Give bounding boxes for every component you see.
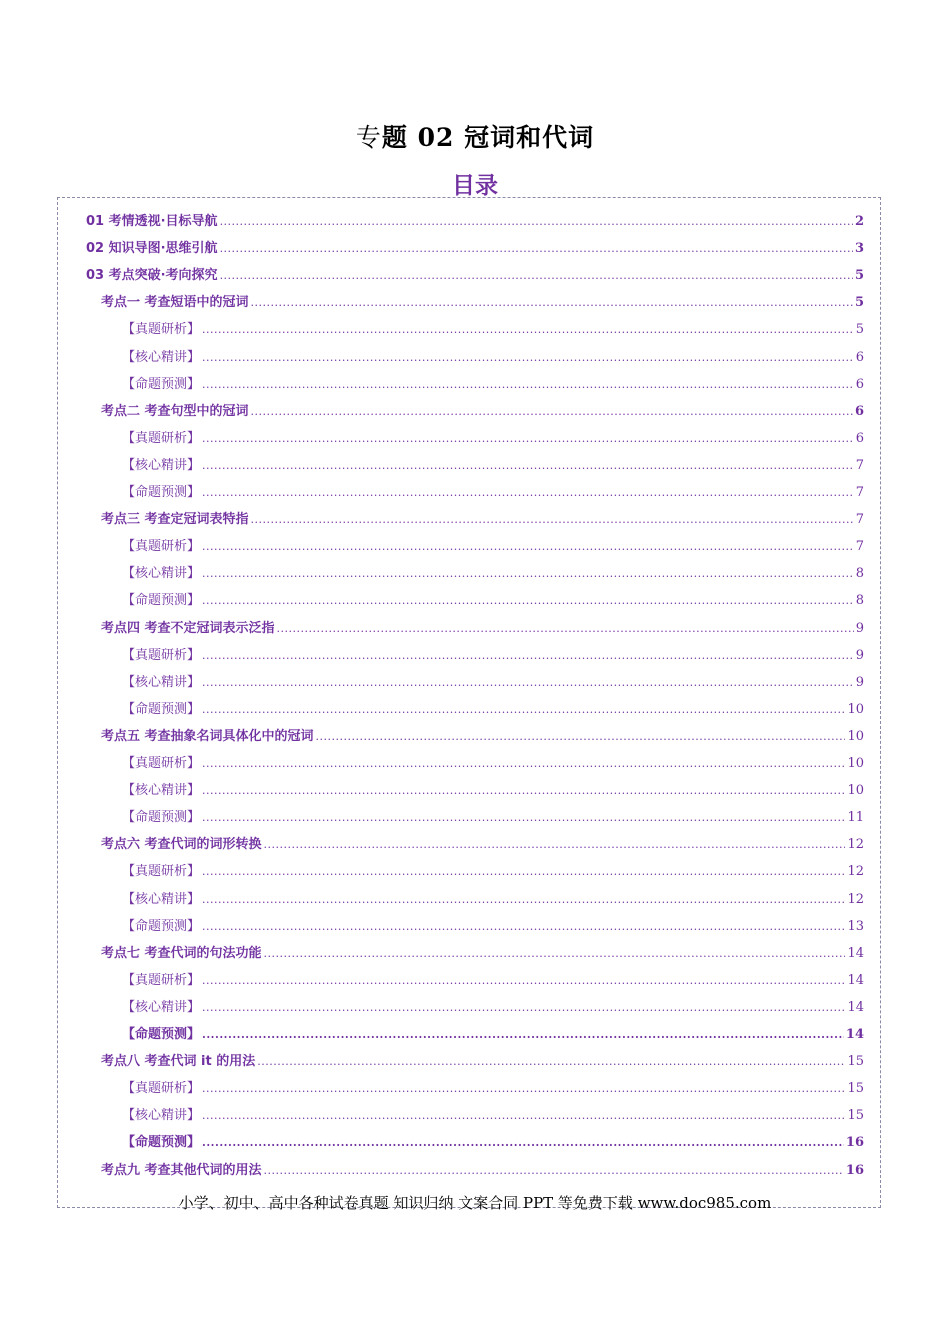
toc-entry[interactable] [122,671,864,691]
toc-leader-dots [202,595,854,606]
toc-entry-label: 01 考情透视·目标导航 [86,214,218,229]
toc-leader-dots [202,433,854,444]
toc-entry[interactable] [122,752,864,772]
toc-leader-dots [251,297,853,308]
toc-entry-label: 【命题预测】 [122,810,201,825]
toc-entry-label: 03 考点突破·考向探究 [86,268,218,283]
toc-entry-label: 考点四 考查不定冠词表示泛指 [101,621,275,636]
toc-entry-page: 15 [847,1054,864,1069]
toc-entry-label: 【核心精讲】 [122,892,201,907]
toc-heading: 目录 [452,173,498,199]
title-prefix: 专 [355,123,382,152]
toc-entry-page: 6 [855,431,864,446]
toc-entry-label: 考点九 考查其他代词的用法 [101,1163,262,1178]
document-title [0,118,950,154]
toc-entry[interactable] [122,318,864,338]
toc-entry-label: 【真题研析】 [122,431,201,446]
toc-leader-dots [220,270,853,281]
toc-leader-dots [202,1002,845,1013]
toc-entry[interactable] [122,1104,864,1124]
toc-leader-dots [264,1165,844,1176]
toc-entry-label: 【命题预测】 [122,1135,201,1150]
toc-entry[interactable] [101,291,864,311]
toc-entry[interactable] [101,400,864,420]
toc-entry-page: 5 [854,268,864,283]
toc-entry-label: 【真题研析】 [122,1081,201,1096]
toc-entry[interactable] [122,427,864,447]
toc-entry-label: 考点六 考查代词的词形转换 [101,837,262,852]
toc-entry-page: 9 [855,675,864,690]
toc-entry-page: 10 [847,783,864,798]
toc-entry-label: 【真题研析】 [122,648,201,663]
toc-entry[interactable] [122,969,864,989]
toc-entry[interactable] [122,644,864,664]
toc-entry-label: 【命题预测】 [122,702,201,717]
toc-leader-dots [202,1029,844,1040]
toc-entry[interactable] [122,915,864,935]
toc-leader-dots [202,460,854,471]
toc-entry-page: 10 [847,756,864,771]
toc-entry-page: 10 [847,702,864,717]
toc-entry-page: 5 [855,322,864,337]
toc-entry-page: 9 [855,648,864,663]
toc-leader-dots [202,541,854,552]
toc-entry[interactable] [122,1023,864,1043]
title-main: 题 02 冠词和代词 [381,123,595,152]
toc-entry-label: 考点三 考查定冠词表特指 [101,512,249,527]
toc-entry[interactable] [101,942,864,962]
toc-entry-page: 16 [845,1135,864,1150]
toc-entry-label: 【核心精讲】 [122,1108,201,1123]
toc-entry-page: 16 [845,1163,864,1178]
toc-entry[interactable] [122,562,864,582]
toc-entry[interactable] [101,725,864,745]
toc-entry[interactable] [122,698,864,718]
toc-entry-label: 【核心精讲】 [122,675,201,690]
toc-leader-dots [202,975,845,986]
toc-entry[interactable] [86,237,864,257]
toc-entry[interactable] [86,210,864,230]
toc-entry-page: 3 [854,241,864,256]
toc-entry-label: 【核心精讲】 [122,350,201,365]
toc-entry[interactable] [122,888,864,908]
toc-entry-page: 7 [855,512,864,527]
toc-leader-dots [264,839,846,850]
toc-entry[interactable] [122,996,864,1016]
toc-leader-dots [202,1083,845,1094]
toc-entry-label: 考点八 考查代词 it 的用法 [101,1054,256,1069]
toc-leader-dots [202,1110,845,1121]
toc-entry-label: 【真题研析】 [122,864,201,879]
toc-entry-page: 10 [847,729,864,744]
toc-leader-dots [202,866,845,877]
toc-entry[interactable] [101,833,864,853]
toc-entry-label: 【命题预测】 [122,485,201,500]
toc-entry[interactable] [122,860,864,880]
toc-entry-page: 6 [855,350,864,365]
toc-entry[interactable] [122,589,864,609]
toc-leader-dots [316,731,846,742]
toc-leader-dots [257,1056,845,1067]
toc-entry-page: 15 [847,1081,864,1096]
toc-entry-label: 【核心精讲】 [122,1000,201,1015]
toc-leader-dots [202,812,845,823]
toc-entry-label: 【命题预测】 [122,919,201,934]
toc-entry[interactable] [122,481,864,501]
toc-entry-page: 8 [855,593,864,608]
toc-entry-page: 12 [847,837,864,852]
toc-leader-dots [202,785,845,796]
toc-entry-label: 考点二 考查句型中的冠词 [101,404,249,419]
toc-entry-page: 12 [847,864,864,879]
toc-entry-page: 7 [855,539,864,554]
toc-entry-label: 【命题预测】 [122,377,201,392]
toc-entry-page: 13 [847,919,864,934]
toc-entry-page: 7 [855,458,864,473]
toc-entry-page: 5 [854,295,864,310]
toc-entry-label: 【真题研析】 [122,756,201,771]
toc-entry[interactable] [101,508,864,528]
toc-entry-page: 14 [847,946,864,961]
toc-entry-page: 15 [847,1108,864,1123]
toc-entry[interactable] [122,1077,864,1097]
toc-entry-page: 11 [847,810,864,825]
toc-leader-dots [251,406,853,417]
toc-entry[interactable] [122,373,864,393]
toc-entry-label: 【核心精讲】 [122,458,201,473]
toc-entry-page: 14 [845,1027,864,1042]
toc-leader-dots [202,758,845,769]
toc-entry-label: 考点七 考查代词的句法功能 [101,946,262,961]
toc-leader-dots [202,487,854,498]
toc-entry[interactable] [122,779,864,799]
toc-leader-dots [251,514,854,525]
toc-leader-dots [202,324,854,335]
toc-leader-dots [202,677,854,688]
toc-entry-page: 9 [855,621,864,636]
toc-leader-dots [202,921,845,932]
toc-entry-label: 【真题研析】 [122,322,201,337]
footer-text: 小学、初中、高中各种试卷真题 知识归纳 文案合同 PPT 等免费下载 www.doc985.com [178,1194,772,1212]
toc-entry-label: 【命题预测】 [122,593,201,608]
toc-leader-dots [202,352,854,363]
toc-entry-label: 考点五 考查抽象名词具体化中的冠词 [101,729,314,744]
toc-entry[interactable] [86,264,864,284]
toc-leader-dots [220,216,853,227]
toc-entry-page: 12 [847,892,864,907]
toc-entry[interactable] [122,454,864,474]
toc-entry[interactable] [122,346,864,366]
toc-leader-dots [277,623,854,634]
toc-entry[interactable] [101,1159,864,1179]
toc-entry-page: 14 [847,973,864,988]
toc-entry[interactable] [122,1131,864,1151]
toc-leader-dots [202,704,845,715]
toc-entry-label: 【核心精讲】 [122,566,201,581]
toc-entry-label: 【真题研析】 [122,539,201,554]
toc-entry-label: 【核心精讲】 [122,783,201,798]
toc-leader-dots [220,243,853,254]
toc-leader-dots [202,650,854,661]
toc-entry[interactable] [122,535,864,555]
toc-entry-page: 14 [847,1000,864,1015]
toc-entry-page: 6 [854,404,864,419]
toc-leader-dots [202,568,854,579]
toc-leader-dots [202,894,845,905]
toc-entry[interactable] [101,617,864,637]
toc-leader-dots [202,1137,844,1148]
toc-entry-page: 7 [855,485,864,500]
toc-entry-label: 【命题预测】 [122,1027,201,1042]
toc-entry-label: 【真题研析】 [122,973,201,988]
toc-entry-page: 8 [855,566,864,581]
toc-leader-dots [202,379,854,390]
toc-entry-page: 2 [854,214,864,229]
toc-leader-dots [264,948,846,959]
toc-entry-page: 6 [855,377,864,392]
toc-entry-label: 考点一 考查短语中的冠词 [101,295,249,310]
toc-entry[interactable] [101,1050,864,1070]
toc-entry[interactable] [122,806,864,826]
toc-entry-label: 02 知识导图·思维引航 [86,241,218,256]
